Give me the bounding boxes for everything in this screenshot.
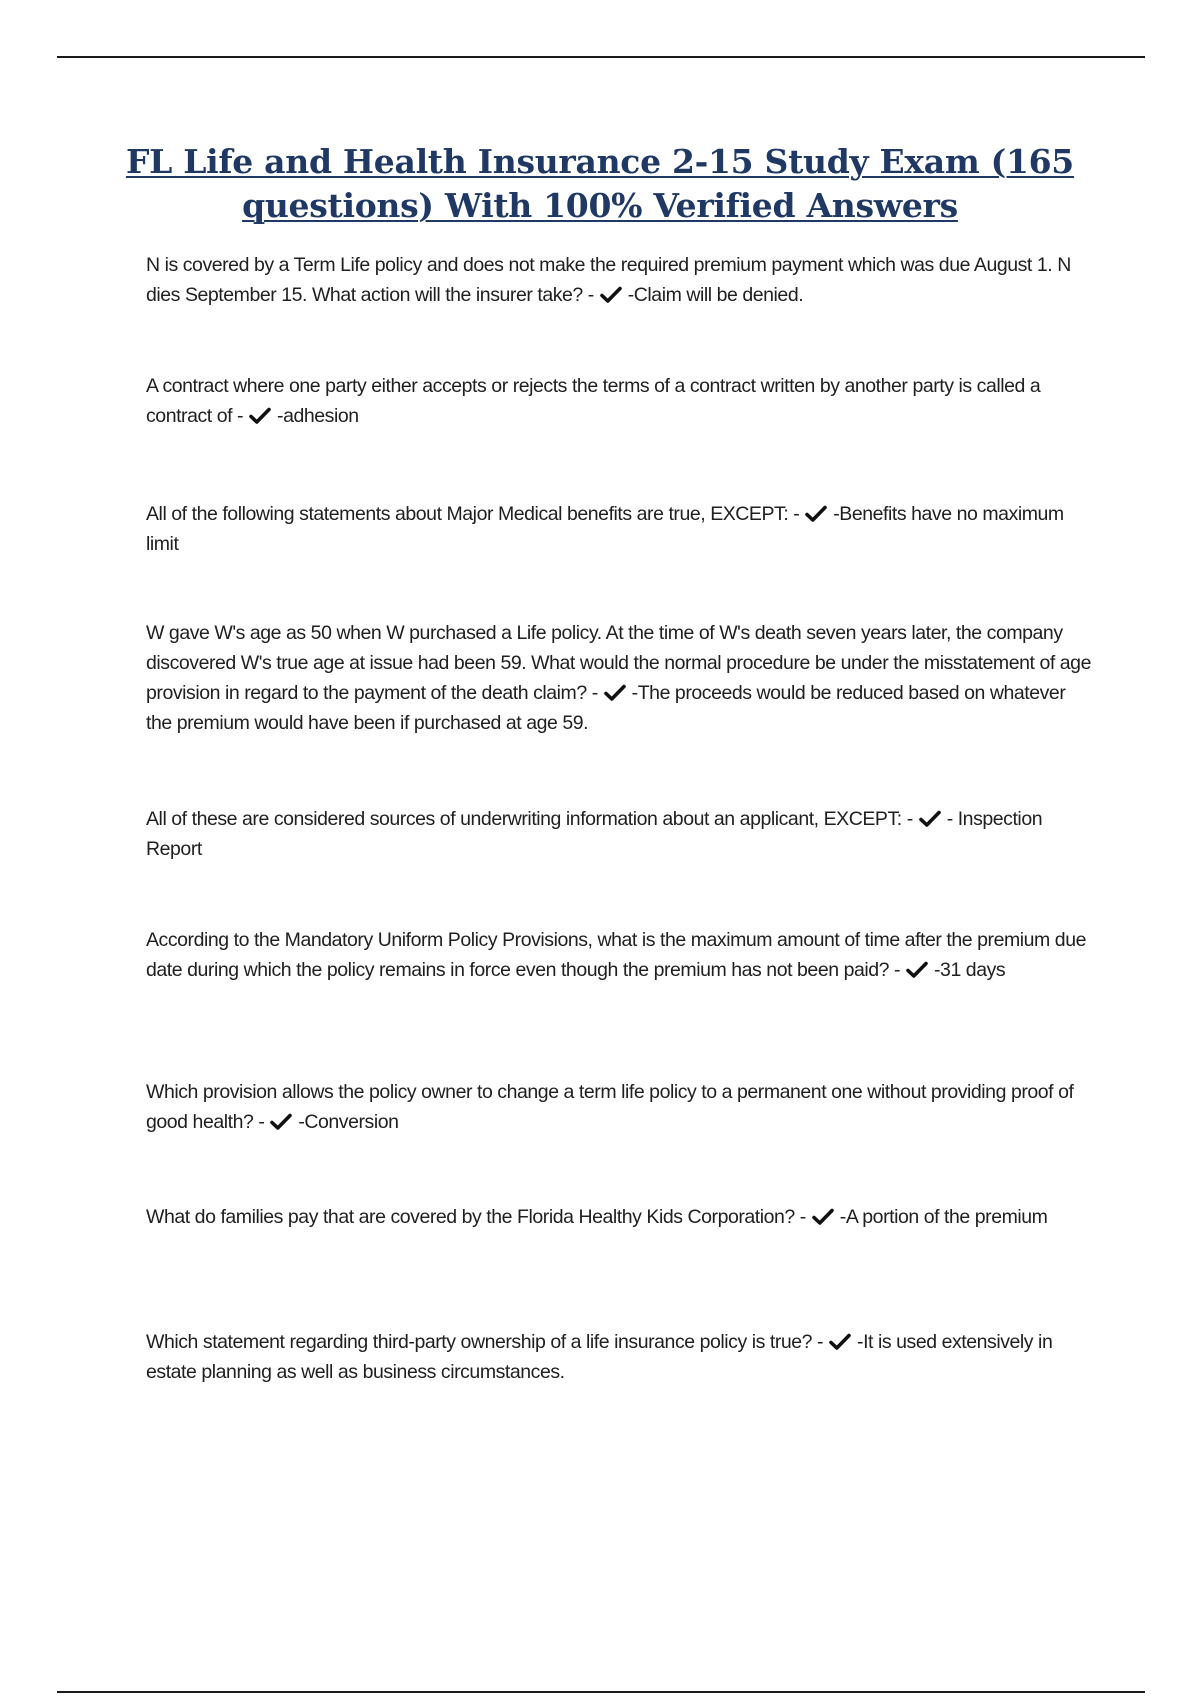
answer-text: -A portion of the premium: [839, 1206, 1048, 1228]
checkmark-icon: [919, 810, 941, 827]
question-text: According to the Mandatory Uniform Policy Provisions, what is the maximum amount of time after the premium due date during which the policy remains in force even though the premium has not been paid? -: [146, 929, 1086, 981]
header-rule: [57, 56, 1145, 58]
question-text: All of the following statements about Major Medical benefits are true, EXCEPT: -: [146, 503, 800, 525]
answer-text: -It is used extensively in estate planning as well as business circumstances.: [146, 1331, 1053, 1383]
qa-item: [146, 1327, 1096, 1387]
checkmark-icon: [812, 1208, 834, 1225]
answer-text: -Conversion: [298, 1111, 399, 1133]
checkmark-icon: [906, 961, 928, 978]
checkmark-icon: [604, 684, 626, 701]
qa-item: [146, 499, 1096, 559]
qa-item: [146, 1202, 1096, 1232]
answer-text: -31 days: [934, 959, 1006, 981]
question-text: A contract where one party either accepts or rejects the terms of a contract written by another party is called a contract of -: [146, 375, 1041, 427]
answer-text: -adhesion: [277, 405, 359, 427]
question-text: Which statement regarding third-party ownership of a life insurance policy is true? -: [146, 1331, 824, 1353]
answer-text: -Benefits have no maximum limit: [146, 503, 1064, 555]
question-text: All of these are considered sources of underwriting information about an applicant, EXCEPT: -: [146, 808, 913, 830]
checkmark-icon: [249, 407, 271, 424]
document-title: FL Life and Health Insurance 2-15 Study Exam (165 questions) With 100% Verified Answers: [126, 142, 1074, 225]
checkmark-icon: [805, 505, 827, 522]
checkmark-icon: [829, 1333, 851, 1350]
checkmark-icon: [600, 286, 622, 303]
qa-item: [146, 618, 1096, 738]
qa-item: [146, 371, 1096, 431]
answer-text: - Inspection Report: [146, 808, 1043, 860]
qa-item: [146, 925, 1096, 985]
answer-text: -The proceeds would be reduced based on whatever the premium would have been if purchased at age 59.: [146, 682, 1066, 734]
question-text: N is covered by a Term Life policy and does not make the required premium payment which was due August 1. N dies September 15. What action will the insurer take? -: [146, 254, 1071, 306]
question-text: W gave W's age as 50 when W purchased a Life policy. At the time of W's death seven years later, the company discovered W's true age at issue had been 59. What would the normal procedure be under the misstatement of age provision in regard to the payment of the death claim? -: [146, 622, 1091, 704]
checkmark-icon: [270, 1113, 292, 1130]
question-text: What do families pay that are covered by the Florida Healthy Kids Corporation? -: [146, 1206, 806, 1228]
question-text: Which provision allows the policy owner to change a term life policy to a permanent one without providing proof of good health? -: [146, 1081, 1074, 1133]
qa-item: [146, 1077, 1096, 1137]
qa-item: [146, 250, 1096, 310]
footer-rule: [57, 1691, 1145, 1693]
answer-text: -Claim will be denied.: [627, 284, 804, 306]
qa-item: [146, 804, 1096, 864]
